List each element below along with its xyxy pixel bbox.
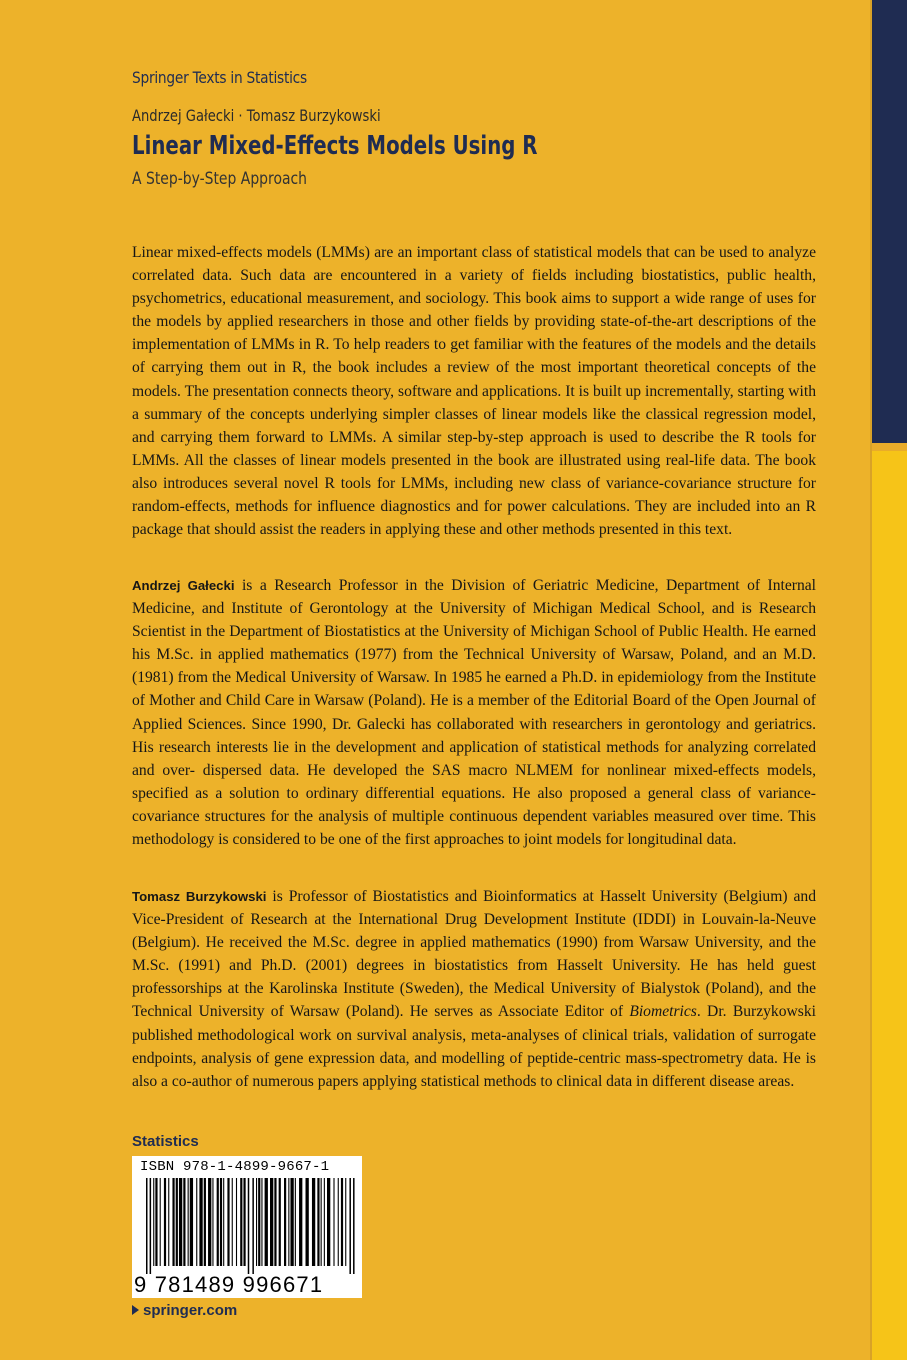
publisher-website-text: springer.com	[143, 1302, 238, 1319]
author-bio-burzykowski	[132, 885, 816, 1093]
barcode-bar	[274, 1178, 276, 1266]
spine-yellow-band	[872, 451, 907, 1360]
barcode-bar	[160, 1178, 161, 1266]
barcode-bar	[243, 1178, 245, 1266]
barcode-bar	[168, 1178, 169, 1266]
barcode-bar	[153, 1178, 154, 1266]
barcode-bar	[199, 1178, 202, 1266]
barcode-bar	[248, 1178, 250, 1274]
journal-name: Biometrics	[629, 1003, 697, 1021]
barcode-bar	[345, 1178, 346, 1266]
barcode-bar	[299, 1178, 302, 1266]
barcode-bar	[279, 1178, 281, 1266]
barcode-bar	[227, 1178, 229, 1266]
barcode-bar	[176, 1178, 178, 1266]
barcode-bar	[232, 1178, 233, 1266]
barcode-bar	[321, 1178, 322, 1266]
barcode-bar	[295, 1178, 296, 1266]
barcode-bar	[265, 1178, 268, 1266]
series-name: Springer Texts in Statistics	[132, 68, 307, 87]
barcode-bar	[256, 1178, 257, 1266]
barcode-bar	[179, 1178, 182, 1266]
authors: Andrzej Gałecki · Tomasz Burzykowski	[132, 106, 381, 125]
barcode-bar	[327, 1178, 330, 1266]
barcode-bar	[317, 1178, 319, 1266]
barcode-bar	[284, 1178, 286, 1266]
barcode-bar	[290, 1178, 293, 1266]
author-bio-galecki	[132, 574, 816, 851]
barcode-bar	[172, 1178, 174, 1266]
barcode-bar	[196, 1178, 197, 1266]
barcode-bar	[164, 1178, 166, 1266]
barcode-bars	[144, 1178, 356, 1274]
barcode-bar	[324, 1178, 325, 1266]
barcode-bar	[236, 1178, 237, 1266]
book-description: Linear mixed-effects models (LMMs) are an important class of statistical models that can be used to analyze correlated data. Such data are encountered in a variety of fields including biostatistics, public health, psychometrics, educational measurement, and sociology. This book aims to support a wide range of uses for the models by applied researchers in those and other fields by providing state-of-the-art descriptions of the implementation of LMMs in R. To help readers to get familiar with the features of the models and the details of carrying them out in R, the book includes a review of the most important theoretical concepts of the models. The presentation connects theory, software and applications. It is built up incrementally, starting with a summary of the concepts underlying simpler classes of linear models like the classical regression model, and carrying them forward to LMMs. A similar step-by-step approach is used to describe the R tools for LMMs. All the classes of linear models presented in the book are illustrated using real-life data. The book also introduces several novel R tools for LMMs, including new class of variance-covariance structure for random-effects, methods for influence diagnostics and for power calculations. They are included into an R package that should assist the readers in applying these and other methods presented in this text.	[132, 244, 816, 539]
barcode-bar	[270, 1178, 273, 1266]
book-subtitle: A Step-by-Step Approach	[132, 169, 308, 189]
barcode-bar	[252, 1178, 254, 1274]
barcode-bar	[338, 1178, 339, 1266]
barcode-bar	[155, 1178, 157, 1266]
author-name-burzykowski: Tomasz Burzykowski	[132, 889, 267, 904]
publisher-website	[132, 1302, 237, 1319]
barcode-bar	[353, 1178, 355, 1274]
barcode-bar	[258, 1178, 260, 1266]
barcode-bar	[204, 1178, 206, 1266]
author-bio-burzykowski-text-2: . Dr. Burzykowski published methodological work on survival analysis, meta-analyses of clinical trials, validation of surrogate endpoints, analysis of gene expression data, and modelling of peptide-centric mass-spectrometry data. He is also a co-author of numerous papers applying statistical methods to clinical data in different disease areas.	[132, 1003, 816, 1090]
barcode-bar	[288, 1178, 289, 1266]
barcode-bar	[306, 1178, 309, 1266]
spine-divider	[872, 443, 907, 451]
barcode-bar	[240, 1178, 242, 1266]
barcode-bar	[190, 1178, 193, 1266]
barcode	[132, 1156, 362, 1298]
barcode-bar	[150, 1178, 152, 1274]
barcode-bar	[220, 1178, 222, 1266]
author-bio-galecki-text: is a Research Professor in the Division of Geriatric Medicine, Department of Internal Medicine, and Institute of Gerontology at the University of Michigan Medical School, and is Research Scientist in the Department of Biostatistics at the University of Michigan School of Public Health. He earned his M.Sc. in applied mathematics (1977) from the Technical University of Warsaw, Poland, and an M.D. (1981) from the Medical University of Warsaw. In 1985 he earned a Ph.D. in epidemiology from the Institute of Mother and Child Care in Warsaw (Poland). He is a member of the Editorial Board of the Open Journal of Applied Sciences. Since 1990, Dr. Galecki has collaborated with researchers in gerontology and geriatrics. His research interests lie in the development and application of statistical methods for analyzing correlated and over- dispersed data. He developed the SAS macro NLMEM for nonlinear mixed-effects models, specified as a solution to ordinary differential equations. He also proposed a general class of variance-covariance structures for the analysis of multiple continuous dependent variables measured over time. This methodology is considered to be one of the first approaches to joint models for longitudinal data.	[132, 577, 816, 849]
author-name-galecki: Andrzej Gałecki	[132, 578, 235, 593]
spine-navy-band	[872, 0, 907, 443]
barcode-bar	[217, 1178, 219, 1266]
author-bio-burzykowski-text-1: is Professor of Biostatistics and Bioinformatics at Hasselt University (Belgium) and Vice-President of Research at the International Drug Development Institute (IDDI) in Louvain-la-Neuve (Belgium). He received the M.Sc. degree in applied mathematics (1990) from Warsaw University, and the M.Sc. (1991) and Ph.D. (2001) degrees in biostatistics from Hasselt University. He has held guest professorships at the Karolinska Institute (Sweden), the Medical University of Bialystok (Poland), and the Technical University of Warsaw (Poland). He serves as Associate Editor of	[132, 888, 816, 1021]
barcode-bar	[188, 1178, 189, 1266]
barcode-bar	[223, 1178, 224, 1266]
ean-digits: 9 781489 996671	[134, 1272, 324, 1297]
barcode-bar	[333, 1178, 334, 1266]
barcode-bar	[312, 1178, 315, 1266]
barcode-bar	[341, 1178, 343, 1266]
triangle-arrow-icon	[132, 1305, 139, 1315]
barcode-bar	[212, 1178, 213, 1266]
barcode-bar	[146, 1178, 148, 1274]
barcode-bar	[261, 1178, 262, 1266]
book-title: Linear Mixed-Effects Models Using R	[132, 131, 538, 161]
subject-category: Statistics	[132, 1133, 199, 1150]
barcode-bar	[208, 1178, 211, 1266]
barcode-bar	[183, 1178, 185, 1266]
isbn-number: ISBN 978-1-4899-9667-1	[140, 1159, 330, 1175]
barcode-bar	[349, 1178, 351, 1274]
